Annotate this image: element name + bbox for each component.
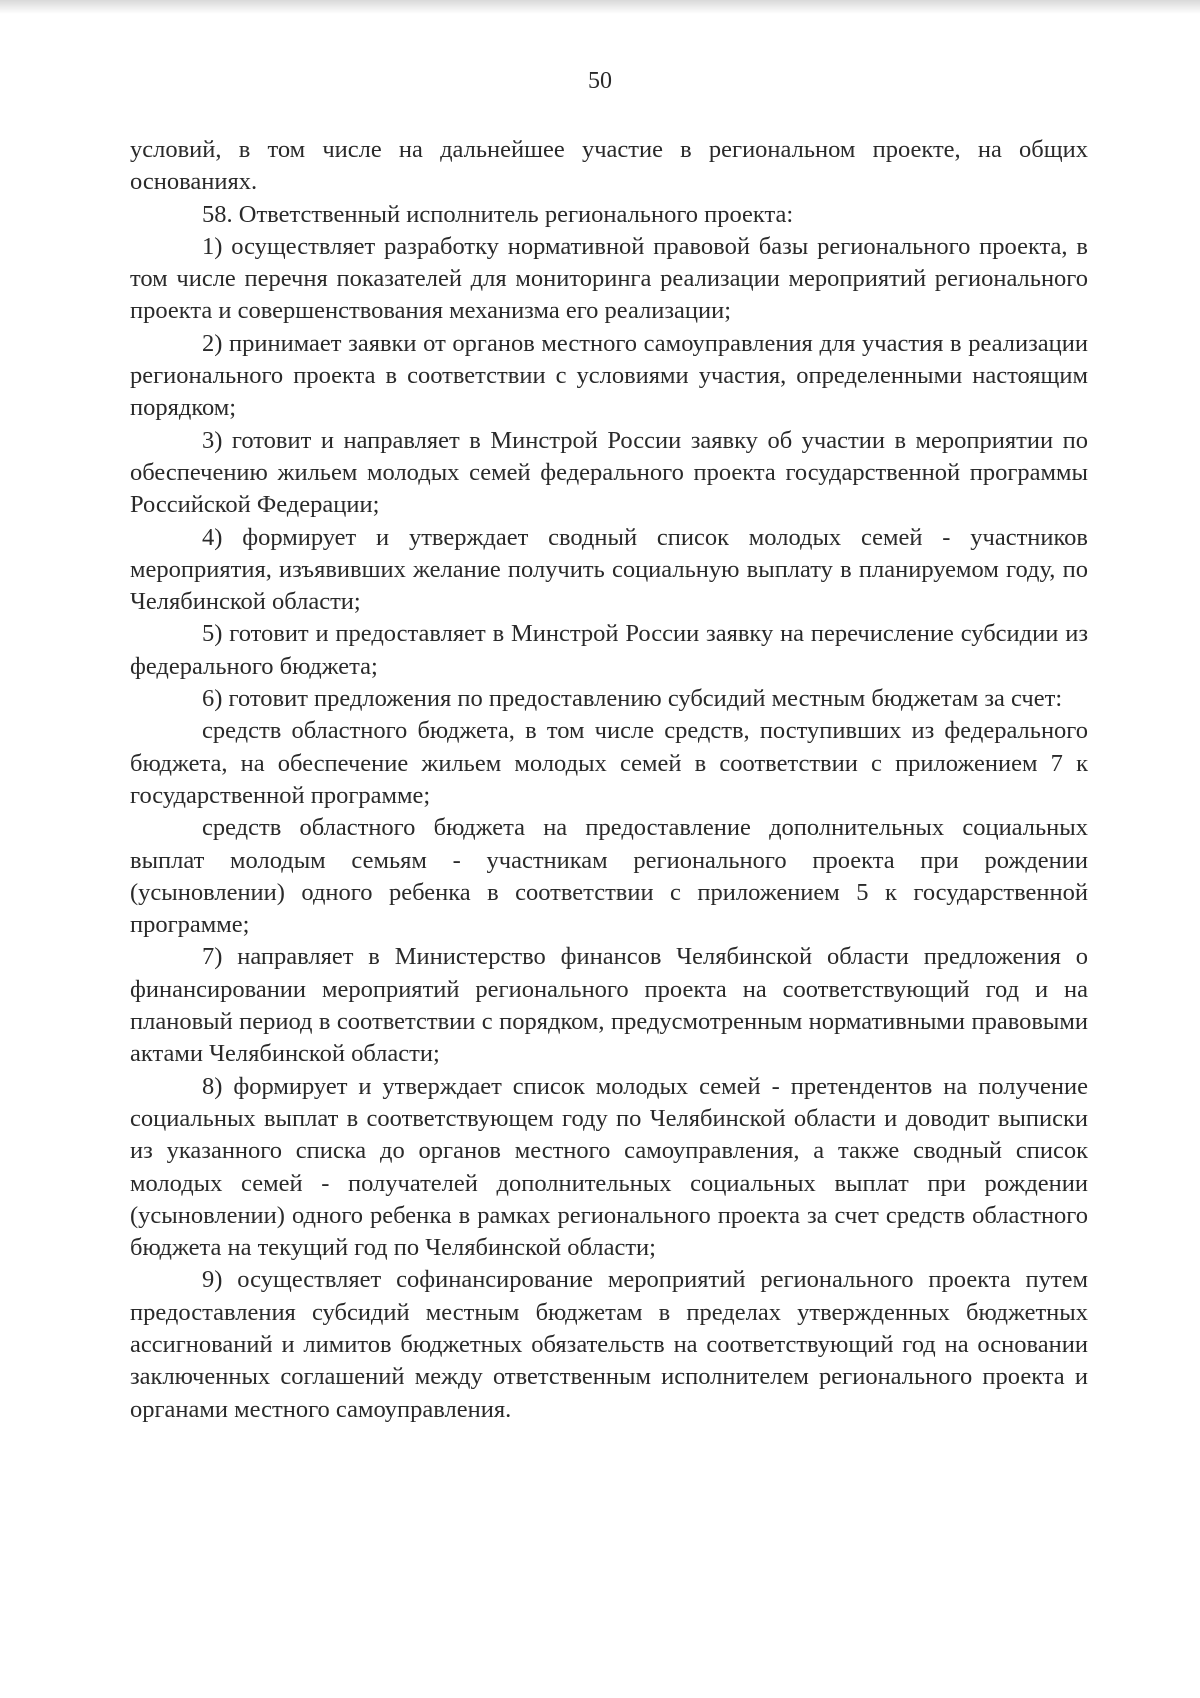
list-item-5: 5) готовит и предоставляет в Минстрой России заявку на перечисление субсидии из федерального бюджета; <box>130 620 1088 680</box>
list-item-7: 7) направляет в Министерство финансов Челябинской области предложения о финансировании мероприятий регионального проекта на соответствующий год и на плановый период в соответствии с порядком, предусмотренным нормативными правовыми актами Челябинской области; <box>130 943 1088 1068</box>
paragraph-continuation: условий, в том числе на дальнейшее участие в региональном проекте, на общих основаниях. <box>130 136 1088 196</box>
list-item-1: 1) осуществляет разработку нормативной правовой базы регионального проекта, в том числе перечня показателей для мониторинга реализации мероприятий регионального проекта и совершенствования механизма его реализации; <box>130 232 1088 325</box>
scan-edge-artifact <box>0 0 1200 14</box>
sub-item-additional-payments: средств областного бюджета на предоставление дополнительных социальных выплат молодым семьям - участникам регионального проекта при рождении (усыновлении) одного ребенка в соответствии с приложением 5 к государственной программе; <box>130 814 1088 939</box>
list-item-3: 3) готовит и направляет в Минстрой России заявку об участии в мероприятии по обеспечению жильем молодых семей федерального проекта государственной программы Российской Федерации; <box>130 426 1088 519</box>
list-item-2: 2) принимает заявки от органов местного самоуправления для участия в реализации регионального проекта в соответствии с условиями участия, определенными настоящим порядком; <box>130 329 1088 422</box>
sub-item-regional-budget: средств областного бюджета, в том числе средств, поступивших из федерального бюджета, на обеспечение жильем молодых семей в соответствии с приложением 7 к государственной программе; <box>130 717 1088 809</box>
list-item-8: 8) формирует и утверждает список молодых семей - претендентов на получение социальных выплат в соответствующем году по Челябинской области и доводит выписки из указанного списка до органов местного самоуправления, а также сводный список молодых семей - получателей дополнительных социальных выплат при рождении (усыновлении) одного ребенка в рамках регионального проекта за счет средств областного бюджета на текущий год по Челябинской области; <box>130 1072 1088 1262</box>
section-heading-58: 58. Ответственный исполнитель регионального проекта: <box>202 200 794 228</box>
document-body <box>130 134 1088 1426</box>
list-item-9: 9) осуществляет софинансирование мероприятий регионального проекта путем предоставления субсидий местным бюджетам в пределах утвержденных бюджетных ассигнований и лимитов бюджетных обязательств на соответствующий год на основании заключенных соглашений между ответственным исполнителем регионального проекта и органами местного самоуправления. <box>130 1266 1088 1423</box>
page-number: 50 <box>588 68 612 94</box>
list-item-6: 6) готовит предложения по предоставлению субсидий местным бюджетам за счет: <box>202 685 1063 713</box>
list-item-4: 4) формирует и утверждает сводный список молодых семей - участников мероприятия, изъявивших желание получить социальную выплату в планируемом году, по Челябинской области; <box>130 523 1088 616</box>
